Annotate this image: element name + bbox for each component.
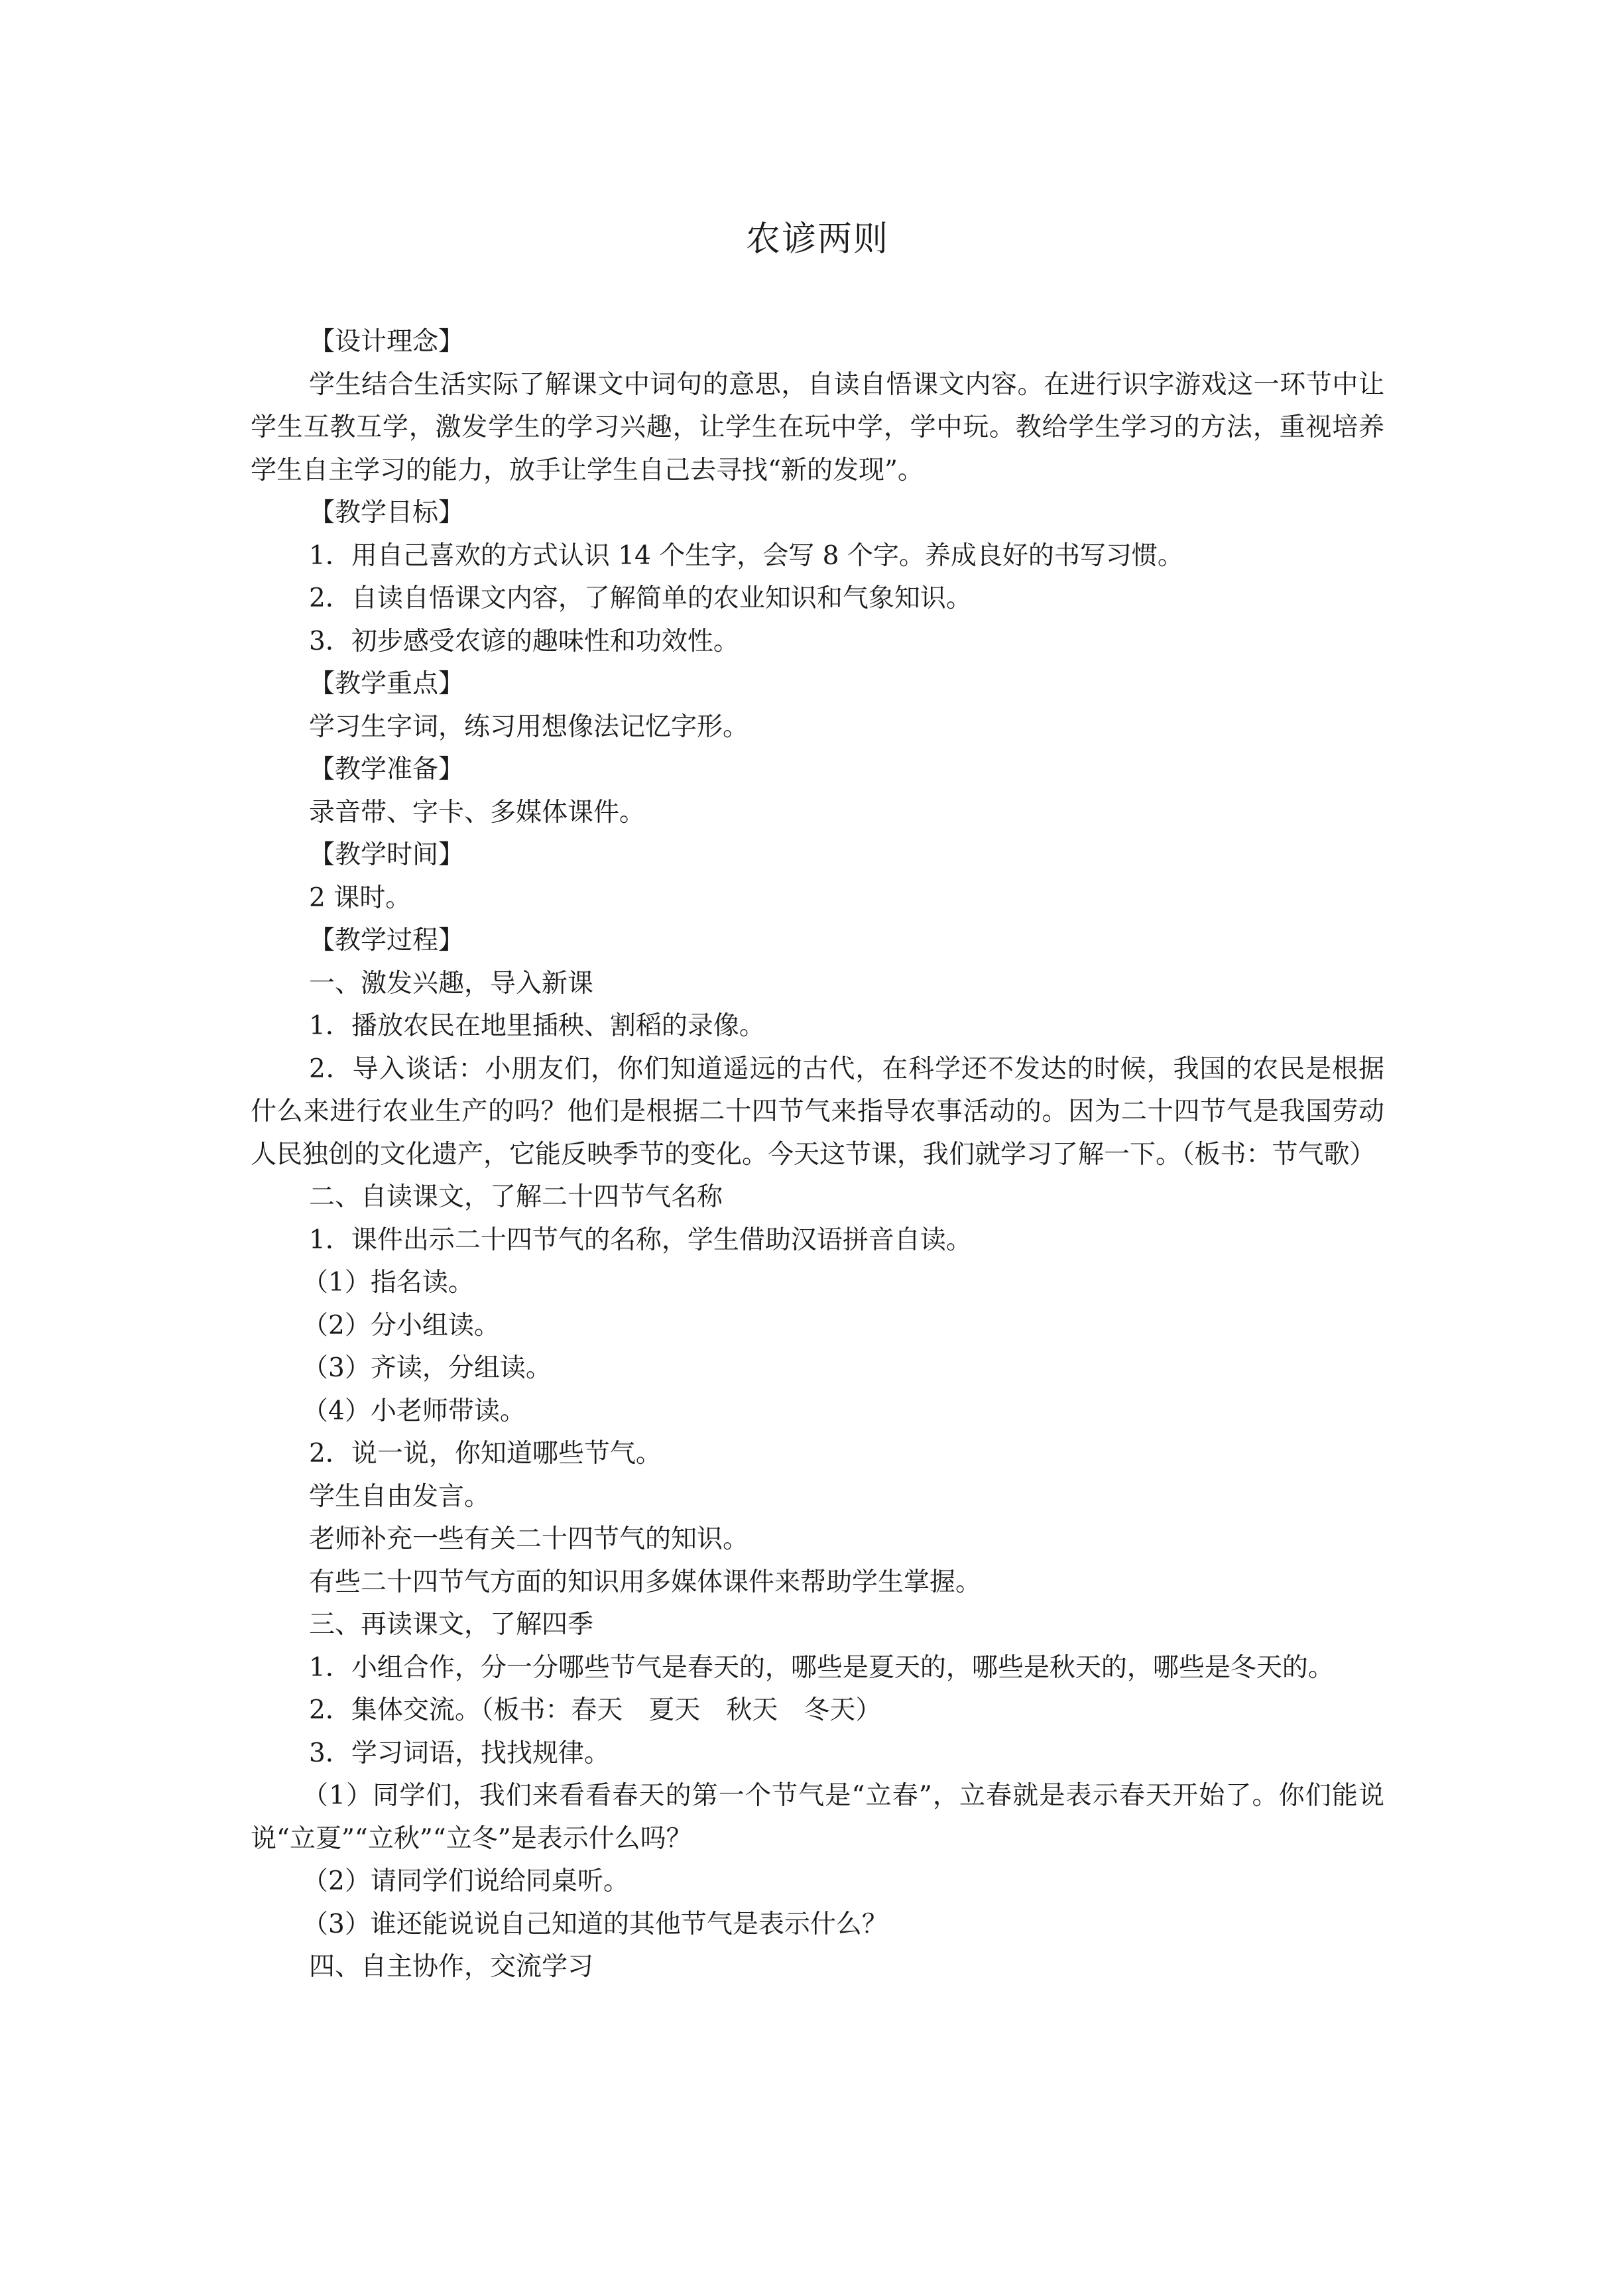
paragraph: 2 课时。 <box>309 882 412 913</box>
paragraph: 学生自由发言。 <box>309 1481 491 1512</box>
paragraph: 一、激发兴趣，导入新课 <box>309 968 594 998</box>
paragraph: 1．播放农民在地里插秧、割稻的录像。 <box>309 1011 765 1041</box>
paragraph: （1）同学们，我们来看看春天的第一个节气是“立春”，立春就是表示春天开始了。你们能说说“立夏”“立秋”“立冬”是表示什么吗？ <box>251 1781 1384 1854</box>
section-heading: 【教学准备】 <box>309 755 465 784</box>
section-heading: 【教学重点】 <box>309 669 465 699</box>
paragraph: 1．课件出示二十四节气的名称，学生借助汉语拼音自读。 <box>309 1225 972 1255</box>
document-title: 农谚两则 <box>745 219 889 259</box>
paragraph: 1．小组合作，分一分哪些节气是春天的，哪些是夏天的，哪些是秋天的，哪些是冬天的。 <box>309 1652 1334 1683</box>
paragraph: （4）小老师带读。 <box>302 1396 526 1426</box>
section-heading: 【教学目标】 <box>309 498 465 528</box>
paragraph: 1．用自己喜欢的方式认识 14 个生字，会写 8 个字。养成良好的书写习惯。 <box>309 540 1183 571</box>
paragraph: （1）指名读。 <box>302 1268 474 1298</box>
paragraph: 三、再读课文，了解四季 <box>309 1610 594 1640</box>
paragraph: 3．学习词语，找找规律。 <box>309 1738 610 1768</box>
paragraph: 2．导入谈话：小朋友们，你们知道遥远的古代，在科学还不发达的时候，我国的农民是根据什么来进行农业生产的吗？他们是根据二十四节气来指导农事活动的。因为二十四节气是我国劳动人民独创的文化遗产，它能反映季节的变化。今天这节课，我们就学习了解一下。（板书：节气歌） <box>251 1054 1384 1170</box>
paragraph: （3）齐读，分组读。 <box>302 1353 552 1383</box>
paragraph: 有些二十四节气方面的知识用多媒体课件来帮助学生掌握。 <box>309 1567 982 1597</box>
paragraph: 2．集体交流。（板书：春天 夏天 秋天 冬天） <box>309 1695 882 1725</box>
paragraph: 老师补充一些有关二十四节气的知识。 <box>309 1524 749 1554</box>
document-body <box>251 321 1384 1989</box>
paragraph: 学习生字词，练习用想像法记忆字形。 <box>309 711 749 742</box>
paragraph: （2）请同学们说给同桌听。 <box>302 1866 629 1896</box>
paragraph: （2）分小组读。 <box>302 1310 500 1341</box>
section-heading: 【设计理念】 <box>309 327 465 357</box>
section-heading: 【教学过程】 <box>309 926 465 955</box>
paragraph: （3）谁还能说说自己知道的其他节气是表示什么？ <box>302 1909 888 1939</box>
paragraph: 二、自读课文，了解二十四节气名称 <box>309 1182 723 1212</box>
paragraph: 四、自主协作，交流学习 <box>309 1952 594 1982</box>
paragraph: 录音带、字卡、多媒体课件。 <box>309 797 646 827</box>
paragraph: 学生结合生活实际了解课文中词句的意思，自读自悟课文内容。在进行识字游戏这一环节中让学生互教互学，激发学生的学习兴趣，让学生在玩中学，学中玩。教给学生学习的方法，重视培养学生自主学习的能力，放手让学生自己去寻找“新的发现”。 <box>251 369 1384 485</box>
paragraph: 2．自读自悟课文内容，了解简单的农业知识和气象知识。 <box>309 583 972 613</box>
section-heading: 【教学时间】 <box>309 840 465 870</box>
paragraph: 3．初步感受农谚的趣味性和功效性。 <box>309 626 739 656</box>
paragraph: 2．说一说，你知道哪些节气。 <box>309 1439 662 1469</box>
